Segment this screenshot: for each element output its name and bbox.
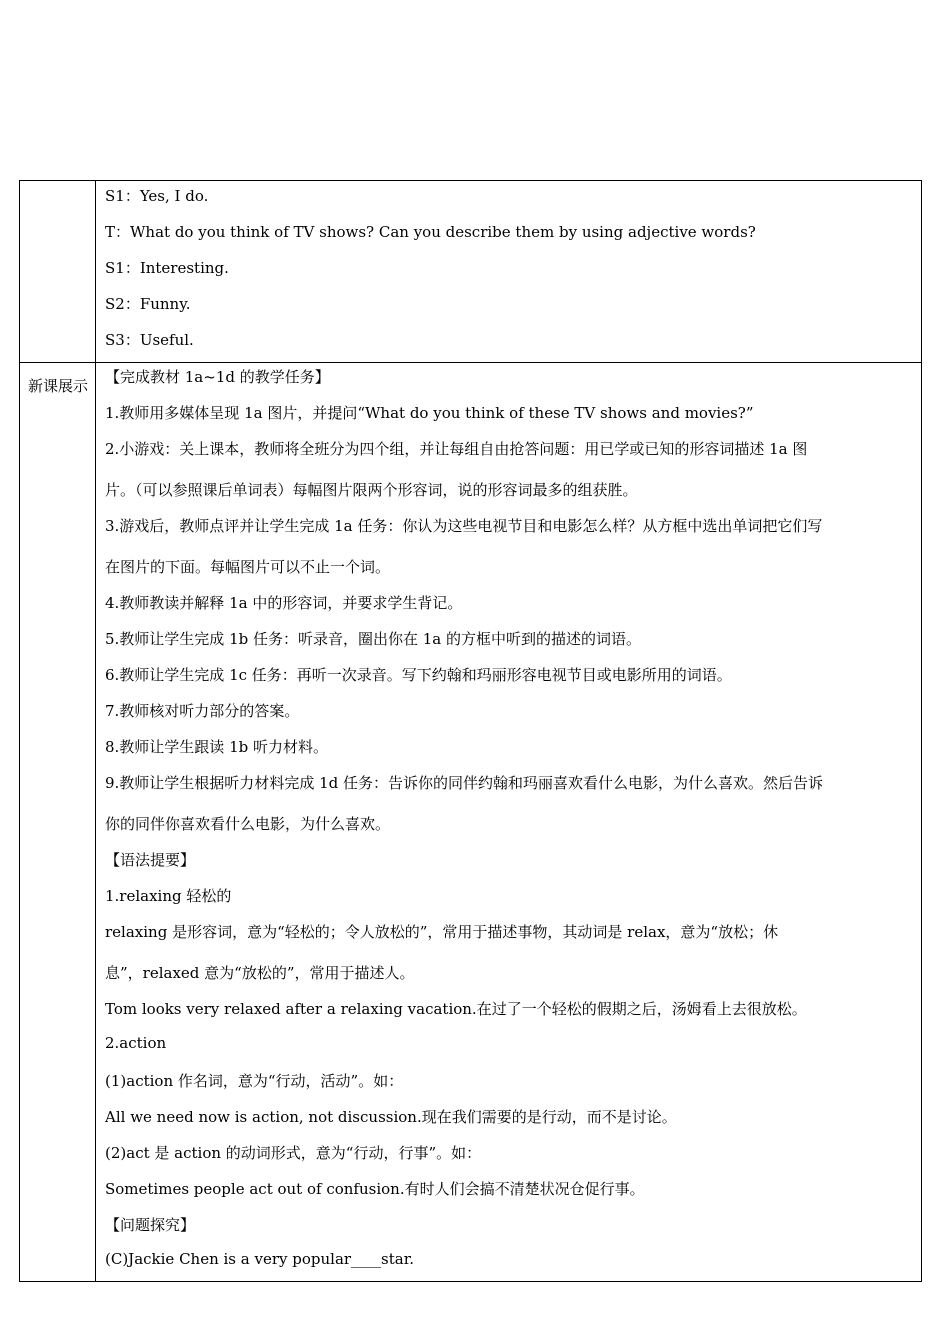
row-content-cell [97, 362, 921, 1281]
grammar-text: (1)action 作名词，意为“行动，活动”。如： [105, 1072, 404, 1090]
grammar-text: Sometimes people act out of confusion.有时人们会搞不清楚状况仓促行事。 [105, 1180, 645, 1198]
row-content-cell [97, 181, 921, 362]
step-text: 在图片的下面。每幅图片可以不止一个词。 [105, 558, 391, 576]
step-text: 7.教师核对听力部分的答案。 [105, 702, 300, 720]
row-label: 新课展示 [28, 377, 89, 395]
step-text: 片。（可以参照课后单词表）每幅图片限两个形容词，说的形容词最多的组获胜。 [105, 481, 638, 499]
step-text: 4.教师教读并解释 1a 中的形容词，并要求学生背记。 [105, 594, 463, 612]
dialogue-line: S3：Useful. [105, 331, 194, 349]
section-heading: 【语法提要】 [105, 851, 196, 869]
grammar-text: (2)act 是 action 的动词形式，意为“行动，行事”。如： [105, 1144, 482, 1162]
step-text: 你的同伴你喜欢看什么电影，为什么喜欢。 [105, 815, 391, 833]
grammar-text: 2.action [105, 1034, 167, 1052]
grammar-text: Tom looks very relaxed after a relaxing vacation.在过了一个轻松的假期之后，汤姆看上去很放松。 [105, 1000, 807, 1018]
step-text: 1.教师用多媒体呈现 1a 图片，并提问“What do you think of these TV shows and movies?” [105, 404, 754, 422]
grammar-text: 1.relaxing 轻松的 [105, 887, 232, 905]
step-text: 6.教师让学生完成 1c 任务：再听一次录音。写下约翰和玛丽形容电视节目或电影所用的词语。 [105, 666, 732, 684]
grammar-text: relaxing 是形容词，意为“轻松的；令人放松的”，常用于描述事物，其动词是 relax，意为“放松；休 [105, 923, 779, 941]
table-row [20, 362, 921, 1281]
step-text: 5.教师让学生完成 1b 任务：听录音，圈出你在 1a 的方框中听到的描述的词语。 [105, 630, 642, 648]
dialogue-line: S1：Interesting. [105, 259, 229, 277]
row-label-cell [20, 362, 96, 1281]
section-heading: 【问题探究】 [105, 1216, 196, 1234]
dialogue-line: S2：Funny. [105, 295, 191, 313]
table-row [20, 181, 921, 363]
step-text: 2.小游戏：关上课本，教师将全班分为四个组，并让每组自由抢答问题：用已学或已知的形容词描述 1a 图 [105, 440, 808, 458]
step-text: 8.教师让学生跟读 1b 听力材料。 [105, 738, 328, 756]
dialogue-line: S1：Yes, I do. [105, 187, 209, 205]
grammar-text: 息”，relaxed 意为“放松的”，常用于描述人。 [105, 964, 415, 982]
grammar-text: All we need now is action, not discussion.现在我们需要的是行动，而不是讨论。 [105, 1108, 677, 1126]
section-heading: 【完成教材 1a~1d 的教学任务】 [105, 368, 330, 386]
dialogue-line: T：What do you think of TV shows? Can you describe them by using adjective words? [105, 223, 756, 241]
step-text: 3.游戏后，教师点评并让学生完成 1a 任务：你认为这些电视节目和电影怎么样？从方框中选出单词把它们写 [105, 517, 823, 535]
lesson-plan-table [19, 180, 922, 1282]
step-text: 9.教师让学生根据听力材料完成 1d 任务：告诉你的同伴约翰和玛丽喜欢看什么电影，为什么喜欢。然后告诉 [105, 774, 823, 792]
row-label-cell [20, 181, 96, 362]
question-text: (C)Jackie Chen is a very popular____star. [105, 1250, 415, 1268]
